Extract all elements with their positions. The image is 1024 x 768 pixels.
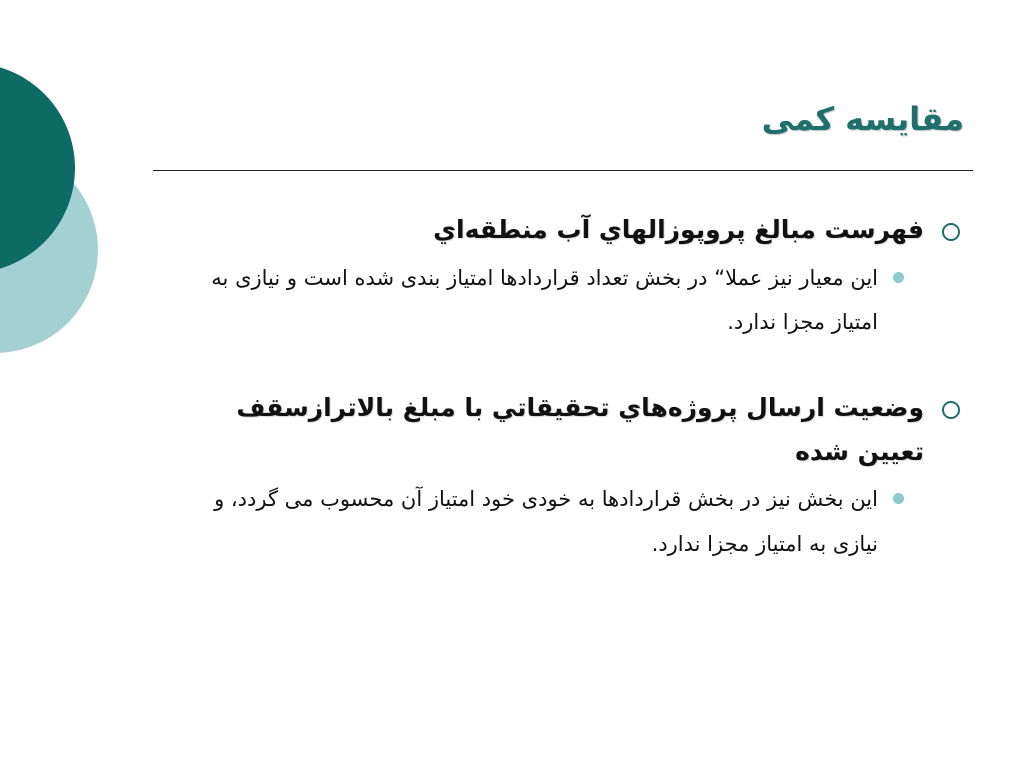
slide-title: مقایسه کمی [761,100,964,138]
bullet-heading-1-text: فهرست مبالغ پروپوزالهاي آب منطقه‌اي [433,215,924,244]
hollow-circle-bullet-icon [942,401,960,419]
filled-circle-bullet-icon [893,272,904,283]
decorative-circles [0,0,120,420]
bullet-heading-2-text: وضعیت ارسال پروژه‌هاي تحقیقاتي با مبلغ بالاترازسقف تعیین شده [236,392,924,466]
bullet-detail-1-text: این معیار نیز عملا“ در بخش تعداد قراردادها امتیاز بندی شده است و نیازی به امتیاز مجزا ندارد. [211,265,878,334]
slide-content [200,208,960,566]
filled-circle-bullet-icon [893,493,904,504]
bullet-detail-2 [200,477,960,565]
title-divider [153,170,973,171]
hollow-circle-bullet-icon [942,223,960,241]
bullet-heading-1 [200,208,960,252]
bullet-heading-2 [200,386,960,474]
bullet-detail-1 [200,256,960,344]
bullet-detail-2-text: این بخش نیز در بخش قراردادها به خودی خود امتیاز آن محسوب می گردد، و نیازی به امتیاز مجزا ندارد. [214,487,878,556]
